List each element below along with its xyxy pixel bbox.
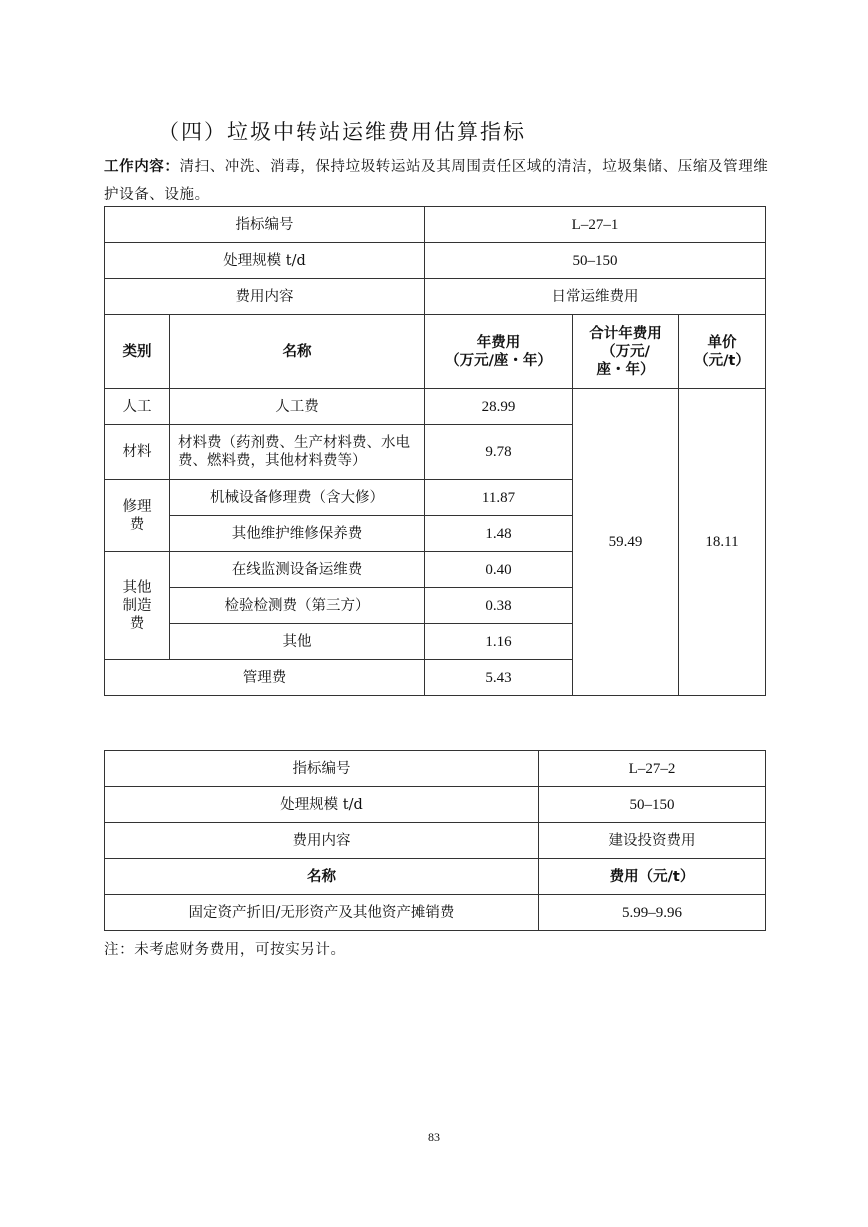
annual-cell: 11.87: [425, 480, 573, 516]
scale-value: 50–150: [539, 787, 766, 823]
annual-cell: 0.40: [425, 552, 573, 588]
cost-cell: 5.99–9.96: [539, 895, 766, 931]
header-cost: 费用（元/t）: [539, 859, 766, 895]
name-cell: 其他维护维修保养费: [170, 516, 425, 552]
name-cell: 人工费: [170, 389, 425, 425]
total-cell: 59.49: [573, 389, 679, 696]
index-value: L–27–1: [425, 207, 766, 243]
annual-cell: 5.43: [425, 660, 573, 696]
header-total: 合计年费用 （万元/ 座・年）: [573, 315, 679, 389]
category-cell: 其他制造费: [105, 552, 170, 660]
unit-price-cell: 18.11: [679, 389, 766, 696]
name-cell: 其他: [170, 624, 425, 660]
operations-cost-table: [104, 206, 766, 696]
index-value: L–27–2: [539, 751, 766, 787]
page-number: 83: [428, 1130, 440, 1144]
category-cell: 材料: [105, 425, 170, 480]
name-cell: 检验检测费（第三方）: [170, 588, 425, 624]
investment-cost-table: [104, 750, 766, 931]
index-label: 指标编号: [105, 207, 425, 243]
header-unit: 单价 （元/t）: [679, 315, 766, 389]
category-cell: 修理费: [105, 480, 170, 552]
annual-cell: 0.38: [425, 588, 573, 624]
index-label: 指标编号: [105, 751, 539, 787]
name-cell: 机械设备修理费（含大修）: [170, 480, 425, 516]
header-name: 名称: [170, 315, 425, 389]
scale-label: 处理规模 t/d: [105, 787, 539, 823]
table-row: [105, 895, 766, 931]
content-label: 费用内容: [105, 823, 539, 859]
table-row: [105, 389, 766, 425]
annual-cell: 28.99: [425, 389, 573, 425]
header-name: 名称: [105, 859, 539, 895]
header-category: 类别: [105, 315, 170, 389]
name-cell: 管理费: [105, 660, 425, 696]
footnote: 注：未考虑财务费用，可按实另计。: [104, 942, 346, 958]
work-content-text: 清扫、冲洗、消毒，保持垃圾转运站及其周围责任区域的清洁，垃圾集储、压缩及管理维护设备、设施。: [104, 159, 769, 203]
annual-cell: 1.48: [425, 516, 573, 552]
name-cell: 材料费（药剂费、生产材料费、水电费、燃料费，其他材料费等）: [170, 425, 425, 480]
work-content: [104, 153, 769, 209]
work-content-label: 工作内容：: [104, 159, 180, 175]
name-cell: 在线监测设备运维费: [170, 552, 425, 588]
content-value: 建设投资费用: [539, 823, 766, 859]
name-cell: 固定资产折旧/无形资产及其他资产摊销费: [105, 895, 539, 931]
content-value: 日常运维费用: [425, 279, 766, 315]
content-label: 费用内容: [105, 279, 425, 315]
section-title: （四）垃圾中转站运维费用估算指标: [158, 120, 526, 144]
scale-label: 处理规模 t/d: [105, 243, 425, 279]
category-cell: 人工: [105, 389, 170, 425]
scale-value: 50–150: [425, 243, 766, 279]
header-annual: 年费用 （万元/座・年）: [425, 315, 573, 389]
annual-cell: 9.78: [425, 425, 573, 480]
annual-cell: 1.16: [425, 624, 573, 660]
